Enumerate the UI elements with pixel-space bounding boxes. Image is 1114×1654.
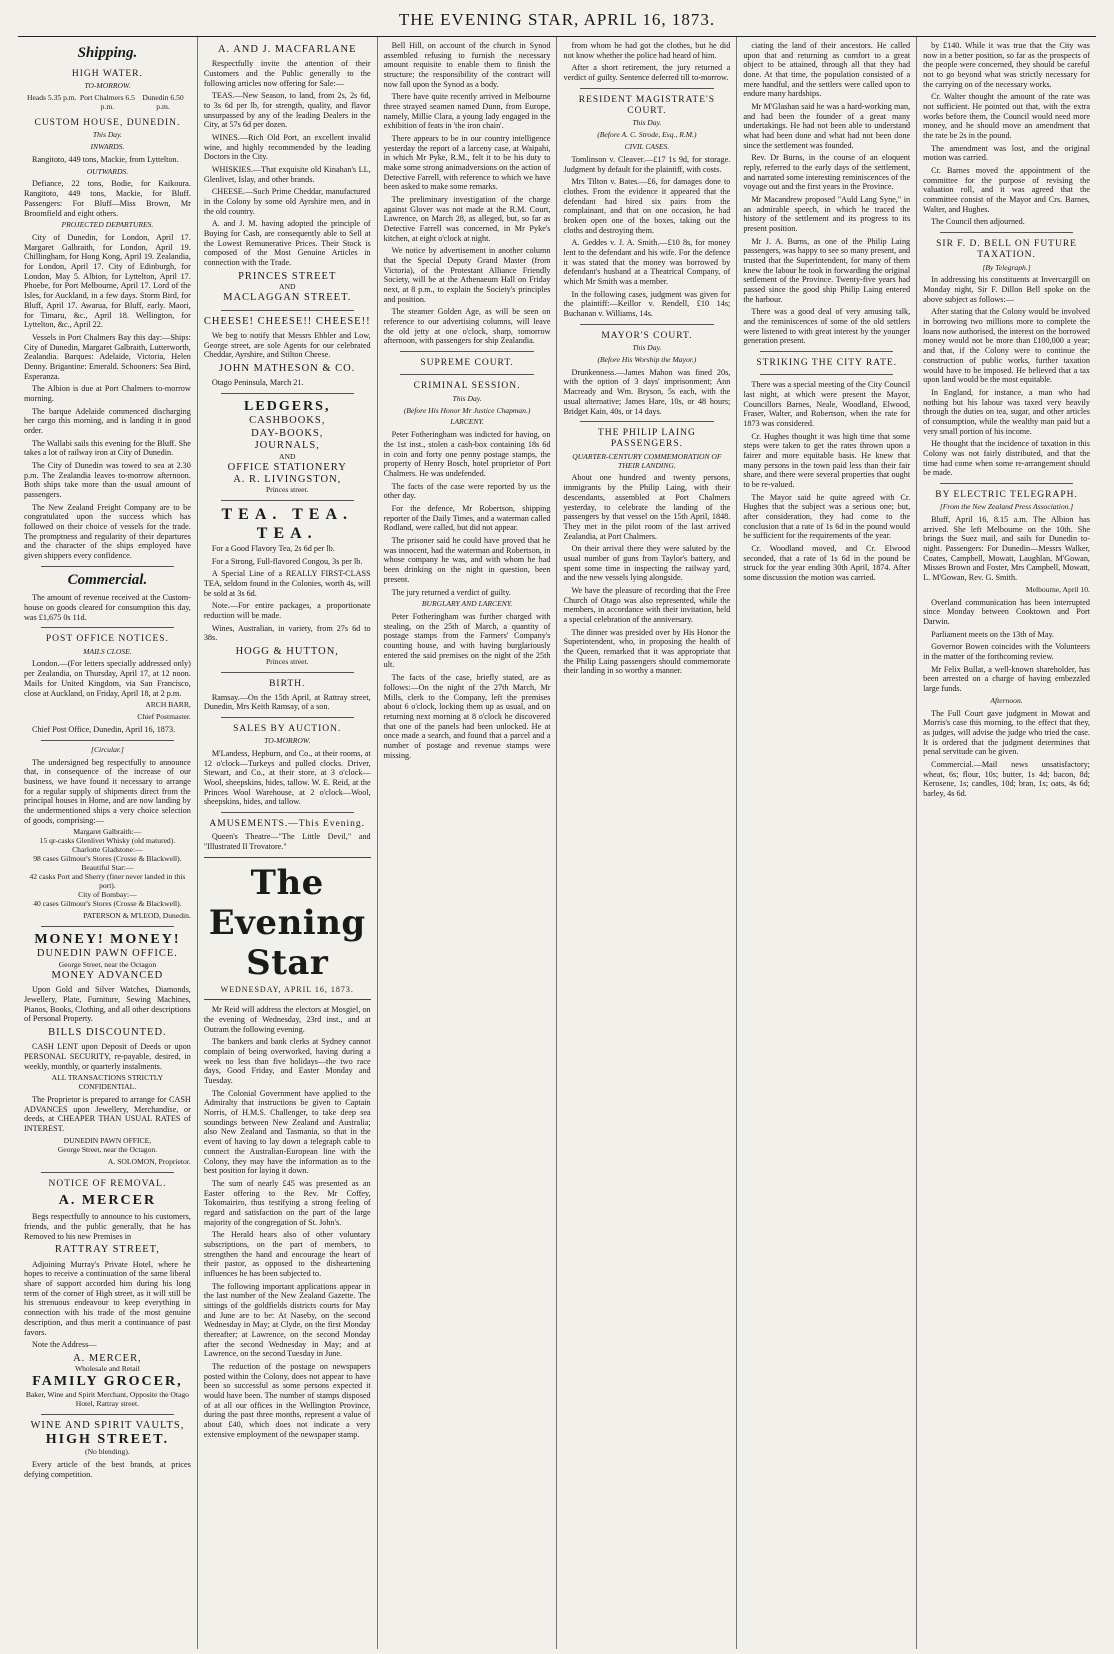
court-before: (Before His Honor Mr Justice Chapman.) — [403, 405, 531, 415]
shipping-para-3: The barque Adelaide commenced discharging her cargo this morning, and is landing it in good order. — [24, 406, 191, 435]
court-para-4: The prisoner said he could have proved that he was innocent, had the waterman and Robertson, in whose company he was, and with whom he had been drinking on the night in question, been present. — [383, 536, 551, 584]
bills-heading: BILLS DISCOUNTED. — [48, 1026, 167, 1038]
resident-day: This Day. — [632, 118, 662, 128]
evening-star-title: The Evening Star — [208, 862, 366, 983]
pawn-signature-1: DUNEDIN PAWN OFFICE, — [63, 1135, 152, 1145]
tea-note: Note.—For entire packages, a proportionate reduction will be made. — [203, 601, 371, 621]
tide-table — [24, 94, 191, 112]
sales-text: M'Landess, Hepburn, and Co., at their rooms, at 12 o'clock—Turkeys and pulled clocks. Driver, Stewart, and Co., at their store, at 3 o'clock—Wool, sheepskins, hides, tallow. W. E. Reid, at the Princes Wool Warehouse, at 2 o'clock—Wool, sheepskins, hides, and tallow. — [203, 749, 371, 807]
livingston-name: A. R. LIVINGSTON, — [233, 473, 342, 485]
macfarlane-heading: A. AND J. MACFARLANE — [217, 44, 357, 55]
mercer-text-2: Adjoining Murray's Private Hotel, where he hopes to receive a continuation of the same liberal share of support accorded him during his long term of the corner of High street, as it will still be his strenuous endeavour to keep everything in connection with his trade of the most genuine description, and thus merit a continuance of past favors. — [24, 1259, 191, 1337]
ledgers-label: LEDGERS, — [244, 398, 331, 414]
press-association: [From the New Zealand Press Association.] — [939, 502, 1074, 512]
rate-para-2: Cr. Hughes thought it was high time that some steps were taken to get the rates thrown upon a fairer and more equitable basis. He knew that many persons in the town paid less than their fair share, and there were several properties that ought to be re-valued. — [743, 431, 911, 490]
divider — [41, 926, 174, 927]
mayor-day: This Day. — [632, 342, 662, 352]
divider — [41, 740, 174, 741]
article-para-2: Cr. Walter thought the amount of the rate was not sufficient. He pointed out that, with the extra works before them, the Council would need more money, and he should move an amendment that the rate be 2s in the pound. — [923, 92, 1090, 141]
divider — [41, 1414, 174, 1415]
tomorrow-label: TO-MORROW. — [84, 80, 131, 90]
court-para-1: Tomlinson v. Cleaver.—£17 1s 9d, for storage. Judgment by default for the plaintiff, with costs. — [563, 154, 731, 174]
divider — [400, 374, 533, 375]
macfarlane-text: Respectfully invite the attention of their Customers and the Public generally to the following articles now offering for Sale:— — [203, 59, 371, 88]
divider — [580, 88, 713, 89]
article-para-2: After a short retirement, the jury returned a verdict of guilty. Sentence deferred till to-morrow. — [563, 63, 731, 83]
rattray-street: RATTRAY STREET, — [54, 1244, 160, 1256]
article-para-4: Cr. Barnes moved the appointment of the committee for the purpose of revising the valuation roll, and it was agreed that the committee consist of the Mayor and Crs. Barnes, Walter, and Hughes. — [923, 166, 1090, 214]
bell-para-2: After stating that the Colony would be involved in borrowing two millions more to complete the loans now authorised, the interest on the borrowed money would not be more than £100,000 a year; and that, if the Colony were to continue the construction of public works, further taxation would have to be imposed. He believed that a tax upon land would be the most equitable. — [923, 307, 1090, 385]
article-para-5: Mr J. A. Burns, as one of the Philip Laing passengers, was happy to see so many present, and trusted that the Superintendent, for many of them knew the labour he took in forwarding the original settlement of the Province. Twenty-five years had passed since the good ship Philip Laing entered the harbour. — [743, 236, 911, 304]
tea-line-2: For a Strong, Full-flavored Congou, 3s per lb. — [211, 556, 363, 566]
editorial-1: Mr Reid will address the electors at Mosgiel, on the evening of Wednesday, 23rd inst., and at Outram the following evening. — [203, 1005, 371, 1034]
tide-port: Port Chalmers 6.5 p.m. — [79, 92, 135, 111]
goods-1-text: 15 qr-casks Glenlivet Whisky (old matured). — [39, 836, 176, 846]
editorial-5: The Herald hears also of other voluntary subscriptions, on the part of members, to strengthen the hand and encourage the heart of their pastor, as opposed to the disheartening influences he has been subjected to. — [203, 1230, 371, 1278]
money-text: Upon Gold and Silver Watches, Diamonds, Jewellery, Plate, Furniture, Sewing Machines, Pianos, Books, Clothing, and all other descriptions of Personal Property. — [24, 985, 191, 1024]
bell-para-4: He thought that the incidence of taxation in this Colony was not fairly distributed, and that the time had come when some re-arrangement should be made. — [923, 439, 1090, 478]
article-para-2: There have quite recently arrived in Melbourne three strayed seamen named Dunn, from Europe, namely, Millie Clara, a young lady engaged in the exhibition of feats in 'the iron chain'. — [383, 92, 551, 131]
electric-telegraph-heading: BY ELECTRIC TELEGRAPH. — [935, 489, 1078, 500]
cheese-heading: CHEESE! CHEESE!! CHEESE!! — [203, 315, 371, 327]
matheson-name: JOHN MATHESON & CO. — [219, 362, 356, 374]
rate-para-3: The Mayor said he quite agreed with Cr. Hughes that the subject was a serious one; but, after consideration, they had come to the conclusion that a rate of 1s 6d in the pound would be sufficient for the requirements of the year. — [743, 492, 911, 541]
mayor-para: Drunkenness.—James Mahon was fined 20s, with the option of 3 days' imprisonment; Ann Macready and Wm. Bryson, 5s each, with the usual alternative; James Hare, 10s, or 48 hours; Bridget Kain, 40s, or 14 days. — [563, 367, 731, 416]
mercer-address-block — [24, 1353, 191, 1409]
inwards-text: Rangitoto, 449 tons, Mackie, from Lyttelton. — [32, 154, 179, 164]
dateline: WEDNESDAY, APRIL 16, 1873. — [220, 984, 354, 994]
post-text: London.—(For letters specially addressed only) per Zealandia, on Thursday, April 17, at 12 noon. Mails for United Kingdom, via San Francisco, close at Auckland, on Friday, April 18, at 2 p.m. — [24, 659, 191, 698]
divider — [760, 374, 893, 375]
bell-para-3: In England, for instance, a man who had nothing but his labour was taxed very heavily through the duties on tea, sugar, and other articles of consumption, while the wealthy man paid but a very small portion of his income. — [923, 387, 1090, 436]
mayor-before: (Before His Worship the Mayor.) — [597, 354, 697, 364]
city-rate-heading: STRIKING THE CITY RATE. — [756, 358, 898, 369]
melbourne-dateline: Melbourne, April 10. — [1025, 584, 1090, 594]
divider — [940, 232, 1073, 233]
court-day: This Day. — [452, 393, 482, 403]
editorial-4: The sum of nearly £45 was presented as an Easter offering to the Rev. Mr Coffey, Tokomairiro, thus testifying a strong feeling of regard and satisfaction on the part of the large majority of the congregation of St. John's. — [203, 1178, 371, 1227]
court-para-3: For the defence, Mr Robertson, shipping reporter of the Daily Times, and a waterman called Rodland, were called, but did not appear. — [383, 504, 551, 533]
divider — [41, 566, 174, 567]
goods-4: City of Bombay:— — [78, 890, 137, 900]
article-para-3: There appears to be in our country intelligence yesterday the report of a larceny case, at Waipahi, in which Mr Pyke, R.M., felt it to be his duty to make some strong animadversions on the action of Detective Farrell, with reference to which we have been asked to make some remarks. — [383, 134, 551, 192]
article-para-4: The preliminary investigation of the charge against Glover was not made at the R.M. Court, Lawrence, on March 28, as alleged, but, so far as Detective Farrell was concerned, in Mr Pyke's kitchen, at eight o'clock at night. — [383, 195, 551, 243]
mercer-name: A. MERCER — [58, 1192, 157, 1208]
tea-wines: Wines, Australian, in variety, from 27s 6d to 38s. — [203, 623, 371, 643]
divider — [221, 500, 354, 501]
no-blending: (No blending). — [85, 1447, 130, 1457]
customs-heading: CUSTOM HOUSE, DUNEDIN. — [34, 117, 181, 128]
column-2 — [198, 37, 378, 1649]
article-para-6: The steamer Golden Age, as will be seen on reference to our advertising columns, will leave the old jetty at one o'clock, sharp, tomorrow afternoon, with passengers for ship Zealandia. — [383, 307, 551, 346]
article-para-1: by £140. While it was true that the City was now in a better position, so far as the prospects of the people were concerned, they should be careful not to go beyond what was strictly necessary for the carrying on of the necessary works. — [923, 41, 1090, 89]
bell-para-1: In addressing his constituents at Invercargill on Monday night, Sir F. Dillon Bell spoke on the above subject as follows:— — [923, 275, 1090, 304]
article-para-1: ciating the land of their ancestors. He called upon that and returning as comfort to a great object to be attained, through all that they had done. At that time, the population consisted of a mere handful, and the settlers were called upon to endure many hardships. — [743, 41, 911, 99]
birth-heading: BIRTH. — [269, 679, 306, 690]
editorial-3: The Colonial Government have applied to the Admiralty that instructions be given to Captain Norris, of H.M.S. Challenger, to take deep sea soundings between New Zealand and Australia; also New Zealand and Tasmania, so that in the event of having to lay down a telegraph cable to connect the Australian-European line with the Colony, they may have the information as to the best position for laying it down. — [203, 1088, 371, 1176]
cash-text: CASH LENT upon Deposit of Deeds or upon PERSONAL SECURITY, re-payable, desired, in weekly, monthly, or quarterly instalments. — [24, 1042, 191, 1071]
baker-label: Baker, Wine and Spirit Merchant, Opposite the Otago Hotel, Rattray street. — [25, 1389, 189, 1408]
divider — [221, 310, 354, 311]
mercer-note: Note the Address— — [32, 1340, 97, 1350]
column-4 — [557, 37, 737, 1649]
high-water-heading: HIGH WATER. — [71, 68, 143, 79]
removal-heading: NOTICE OF REMOVAL. — [48, 1178, 167, 1189]
divider — [580, 324, 713, 325]
rate-para-1: There was a special meeting of the City Council last night, at which were present the Mayor, Councillors Barnes, Neale, Woodland, Elwood, Fraser, Walter, and Robertson, when the rate for 1873 was considered. — [743, 380, 911, 429]
mayor-court-heading: MAYOR'S COURT. — [601, 330, 693, 341]
telegraph-para-5: Mr Felix Bullat, a well-known shareholder, has been arrested on a charge of having embezzled large funds. — [923, 664, 1090, 694]
shipping-para-6: The New Zealand Freight Company are to be congratulated upon the success which has followed on their choice of vessels for the trade. The promptness and regularity of their departures and the character of the ships employed have given shippers every confidence. — [24, 502, 191, 560]
post-signature-1: ARCH BARR, — [145, 700, 191, 710]
court-para-2: The facts of the case were reported by us the other day. — [383, 481, 551, 501]
article-para-1: from whom he had got the clothes, but he did not know whether the police had heard of him. — [563, 41, 731, 60]
philip-laing-heading: THE PHILIP LAING PASSENGERS. — [597, 428, 696, 450]
goods-4-text: 40 cases Gilmour's Stores (Crosse & Blackwell). — [33, 899, 182, 909]
sales-heading: SALES BY AUCTION. — [233, 723, 342, 734]
customs-day: This Day. — [92, 129, 122, 139]
money-advanced: MONEY ADVANCED — [51, 969, 164, 981]
shipping-heading: Shipping. — [77, 45, 138, 61]
post-office-heading: POST OFFICE NOTICES. — [45, 634, 169, 645]
shipping-para-1: Vessels in Port Chalmers Bay this day:—Ships: City of Dunedin, Margaret Galbraith, Lutterworth, Zealandia. Barques: Adelaide, Victoria, Helen Denny. Brigantine: Emerald. Schooners: Sea Bird, Esperanza. — [24, 332, 191, 381]
hogg-name: HOGG & HUTTON, — [235, 646, 339, 658]
proprietor-text: The Proprietor is prepared to arrange for CASH ADVANCES upon Jewellery, Merchandise, or deeds, at CHEAPER THAN USUAL RATES of INTEREST. — [24, 1095, 191, 1134]
tea-line-1: For a Good Flavory Tea, 2s 6d per lb. — [211, 544, 335, 553]
money-heading: MONEY! MONEY! — [34, 931, 181, 947]
burglary-heading: BURGLARY AND LARCENY. — [421, 599, 513, 609]
column-1 — [18, 37, 198, 1649]
philip-para-3: We have the pleasure of recording that the Free Church of Otago was also represented, while the members, in accordance with their invitation, held a special celebration of the anniversary. — [563, 585, 731, 624]
by-telegraph: [By Telegraph.] — [982, 262, 1031, 272]
post-signature-2: Chief Postmaster. — [137, 712, 191, 722]
tide-heads: Heads 5.35 p.m. — [27, 92, 77, 102]
telegraph-para-4: Governor Bowen coincides with the Volunteers in the matter of the forthcoming review. — [923, 642, 1090, 662]
commercial-heading: Commercial. — [67, 571, 148, 588]
court-para-5: The jury returned a verdict of guilty. — [391, 587, 511, 597]
supreme-court-heading: SUPREME COURT. — [420, 358, 514, 369]
article-para-3: Rev. Dr Burns, in the course of an eloquent reply, referred to the early days of the settlement, and narrated some interesting reminiscences of the voyage out and the first years in the Province. — [743, 153, 911, 192]
cheese-text: CHEESE.—Such Prime Cheddar, manufactured in the Colony by some old Ayrshire men, and in the old country. — [203, 187, 371, 216]
pawn-title: DUNEDIN PAWN OFFICE. — [36, 948, 178, 960]
mercer-signature: A. MERCER, — [73, 1352, 142, 1364]
divider — [580, 421, 713, 422]
columns — [18, 37, 1096, 1649]
macfarlane-text-2: A. and J. M. having adopted the principle of Buying for Cash, are consequently able to Sell at the Lowest Remunerative Prices. Their Stock is composed of the Most Genuine Articles in connection with the Trade. — [203, 219, 371, 268]
court-para-7: The facts of the case, briefly stated, are as follows:—On the night of the 27th March, Mr Mills, clerk to the Company, left the premises about 6 o'clock, locking them up as usual, and on returning next morning at 8 o'clock he discovered that one of the panels had been unlocked. He at once made a search, and found that a parcel and a number of postage and revenue stamps were missing. — [383, 673, 551, 760]
tea-line-3: A Special Line of a REALLY FIRST-CLASS TEA, seldom found in the Colonies, worth 4s, will be sold at 3s 6d. — [203, 569, 371, 598]
goods-3: Beautiful Star:— — [81, 863, 134, 873]
article-para-4: Mr Macandrew proposed "Auld Lang Syne," in an admirable speech, in which he traced the history of the settlement and its progress to its present position. — [743, 195, 911, 234]
amusements-heading: AMUSEMENTS.—This Evening. — [209, 819, 366, 830]
princes-street: PRINCES STREET — [238, 270, 337, 282]
divider — [41, 627, 174, 628]
office-stationery-label: OFFICE STATIONERY — [227, 461, 347, 473]
editorial-6: The following important applications appear in the last number of the New Zealand Gazette. The sittings of the goldfields districts courts for May and June are to be: At Naseby, on the second Wednesday in May; at Clyde, on the first Monday thereafter; at Lawrence, on the second Monday after the second Wednesday in May; and at Lawrence, on the second Tuesday in June. — [203, 1281, 371, 1359]
editorial-2: The bankers and bank clerks at Sydney cannot complain of being overworked, having during a week no less than five holidays—the two race days, Good Friday, and Easter Monday and Tuesday. — [203, 1037, 371, 1086]
criminal-session-heading: CRIMINAL SESSION. — [413, 381, 521, 392]
pawn-office-ad — [24, 932, 191, 982]
court-para-1: Peter Fotheringham was indicted for having, on the 1st inst., stolen a cash-box containing 18s 6d in coin and forty one penny postage stamps, the property of Henry Bosch, hotel proprietor of Port Chalmers. He was undefended. — [383, 430, 551, 479]
pawn-address: George Street, near the Octagon — [58, 959, 157, 969]
rate-para-4: Cr. Woodland moved, and Cr. Elwood seconded, that a rate of 1s 6d in the pound be struck for the year ending 30th April, 1874. After some discussion the motion was carried. — [743, 544, 911, 583]
bell-taxation-heading: SIR F. D. BELL ON FUTURE TAXATION. — [936, 239, 1077, 261]
wholesale-label: Wholesale and Retail — [74, 1364, 140, 1374]
court-para-4: In the following cases, judgment was given for the plaintiff:—Keillor v. Rendell, £10 14s; Buchanan v. Williams, 14s. — [563, 289, 731, 319]
shipping-para-5: The City of Dunedin was towed to sea at 2.30 p.m. The Zealandia leaves to-morrow afternoon. Both ships take more than the usual amount of passengers. — [24, 460, 191, 499]
daybooks-label: DAY-BOOKS, — [251, 427, 324, 439]
outwards-heading: OUTWARDS. — [86, 166, 129, 176]
pawn-signature-3: A. SOLOMON, Proprietor. — [107, 1156, 191, 1166]
divider — [221, 672, 354, 673]
philip-para-2: On their arrival there they were saluted by the usual number of guns from Taylor's battery, and spent some time in inspecting the railway yard, and the new vessels lying alongside. — [563, 544, 731, 583]
telegraph-para-3: Parliament meets on the 13th of May. — [931, 629, 1055, 639]
shipping-para-2: The Albion is due at Port Chalmers to-morrow morning. — [24, 384, 191, 403]
cheese-ad-text: We beg to notify that Messrs Ebbler and Low, George street, are sole Agents for our celebrated Cheddar, Ayrshire, and Stilton Cheese. — [203, 330, 371, 360]
shipping-para-4: The Wallabi sails this evening for the Bluff. She takes a lot of railway iron at City of Dunedin. — [24, 438, 191, 458]
divider — [760, 351, 893, 352]
column-3 — [378, 37, 558, 1649]
whiskies-text: WHISKIES.—That exquisite old Kinahan's LL, Glenlivet, Islay, and other brands. — [203, 165, 371, 184]
quarter-century: QUARTER-CENTURY COMMEMORATION OF THEIR LANDING. — [572, 451, 722, 470]
circular-text: The undersigned beg respectfully to announce that, in consequence of the increase of our business, we have found it necessary to arrange for a regular supply of shipments direct from the principal houses in Home, and are now landing by the undermentioned ships a very choice selection of goods, comprising:— — [24, 757, 191, 825]
article-para-5: We notice by advertisement in another column that the Special Deputy Grand Master (from Victoria), of the Protestant Alliance Friendly Society, will be at the Athenaeum Hall on Friday next, at 8 p.m., to explain the Society's principles and position. — [383, 246, 551, 304]
birth-text: Ramsay.—On the 15th April, at Rattray street, Dunedin, Mrs Keith Ramsay, of a son. — [203, 692, 371, 712]
court-para-3: A. Geddes v. J. A. Smith.—£10 8s, for money lent to the defendant and his wife. For the defence it was stated that the money was borrowed by defendant's husband at a Theatrical Company, of which Mr Smith was a member. — [563, 238, 731, 287]
divider — [221, 393, 354, 394]
article-para-6: There was a good deal of very amusing talk, and the reminiscences of some of the old settlers were listened to with great interest by the younger generation present. — [743, 307, 911, 346]
court-para-6: Peter Fotheringham was further charged with stealing, on the 25th of March, a quantity of postage stamps from the Farmers' Company's counting house, and with having burglariously entered the said premises on the night of the 25th ult. — [383, 612, 551, 670]
circular-label: [Circular.] — [90, 744, 124, 754]
goods-2-text: 98 cases Gilmour's Stores (Crosse & Blackwell). — [33, 854, 182, 864]
stationery-ad — [204, 399, 371, 495]
court-para-2: Mrs Tilton v. Bates.—£6, for damages done to clothes. From the evidence it appeared that the defendant had hired six pairs from the complainant, and that on one occasion, he had broken open one of the boxes, taking out the cloths and destroying them. — [563, 177, 731, 235]
inwards-heading: INWARDS. — [90, 141, 125, 151]
afternoon-label: Afternoon. — [990, 695, 1023, 705]
article-para-1: Bell Hill, on account of the church in Synod assembled refusing to furnish the necessary amount requisite to enable them to finish the structure; the responsibility of the contract will now fall upon the Synod as a body. — [383, 41, 551, 89]
projected-text: City of Dunedin, for London, April 17. Margaret Galbraith, for London, April 19. Chillingham, for Hong Kong, April 19. Zealandia, for London, April 17. City of Edinburgh, for London, May 5. Albion, for Lyttelton, April 17. Phoebe, for Port Melbourne, April 17. Lord of the Isles, for Auckland, in a few days. Storm Bird, for Bluff, April 17. Awarua, for Bluff, early. Maori, for Timaru, &c., April 18. Wellington, for Lyttelton, &c., April 22. — [24, 233, 191, 330]
every-article: Every article of the best brands, at prices defying competition. — [24, 1460, 191, 1480]
and-label: AND — [279, 282, 296, 292]
goods-3-text: 42 casks Port and Sherry (finer never landed in this port). — [29, 872, 186, 891]
editorial-7: The reduction of the postage on newspapers posted within the Colony, does not appear to have been so successful as some persons expected it would have been. The number of stamps disposed of at all our offices in the Wellington Province, during the past three months, represent a value of about £40, which does not indicate a very extensive employment of the newspaper stamp. — [203, 1361, 371, 1439]
column-5 — [737, 37, 917, 1649]
telegraph-para-7: Commercial.—Mail news unsatisfactory; wheat, 6s; flour, 10s; butter, 1s 4d; bacon, 8d; Kerosene, 1s; candles, 10d; bran, 1s; oats, 4s 6d; barley, 4s 6d. — [923, 760, 1090, 799]
high-street: HIGH STREET. — [45, 1431, 170, 1447]
larceny-heading: LARCENY. — [450, 417, 484, 427]
post-office-date: Chief Post Office, Dunedin, April 16, 1873. — [32, 725, 176, 735]
pawn-signature-2: George Street, near the Octagon. — [57, 1144, 158, 1154]
divider — [41, 1172, 174, 1173]
divider — [221, 717, 354, 718]
divider — [400, 351, 533, 352]
divider — [940, 483, 1073, 484]
telegraph-para-2: Overland communication has been interrupted since Monday between Cooktown and Port Darwin. — [923, 597, 1090, 627]
civil-cases: CIVIL CASES. — [624, 142, 670, 151]
telegraph-para-1: Bluff, April 16, 8.15 a.m. The Albion has arrived. She left Melbourne on the 10th. She brings the Suez mail, and sails for Dunedin to-night. Passengers: For Dunedin—Messrs Walker, Coates, Campbell, Mowatt, Laughlan, M'Gowan, Misses Brown and Foster, Mrs Campbell, Mowatt, L. M'Gowan, Rev. G. Smith. — [923, 515, 1090, 583]
family-grocer: FAMILY GROCER, — [32, 1374, 183, 1390]
all-transactions: ALL TRANSACTIONS STRICTLY CONFIDENTIAL. — [51, 1073, 164, 1092]
goods-signature: PATERSON & M'LEOD, Dunedin. — [83, 910, 191, 920]
and-label-2: AND — [279, 451, 296, 461]
tea-heading: TEA. TEA. TEA. — [221, 506, 353, 543]
journals-label: JOURNALS, — [254, 440, 320, 452]
wine-vaults-ad — [24, 1420, 191, 1458]
commercial-text: The amount of revenue received at the Custom-house on goods cleared for consumption this day, was £1,675 0s 11d. — [24, 593, 191, 622]
philip-para-4: The dinner was presided over by His Honor the Superintendent, who, in proposing the health of the Queen, remarked that it was appropriate that the Philip Laing passengers should commemorate their landing in so worthy a manner. — [563, 627, 731, 676]
tide-dunedin: Dunedin 6.50 p.m. — [142, 92, 184, 111]
divider — [204, 999, 371, 1000]
princes-st-label: Princes street. — [265, 485, 309, 495]
hogg-address: Princes street. — [265, 657, 309, 667]
sales-tomorrow: TO-MORROW. — [264, 736, 311, 746]
article-para-2: Mr M'Glashan said he was a hard-working man, and had been the founder of a great many undertakings. He had not been able to understand what had been done and what had not been done since the settlement was founded. — [743, 102, 911, 150]
mercer-text: Begs respectfully to announce to his customers, friends, and the public generally, that he has Removed to his new Premises in — [24, 1212, 191, 1241]
column-6 — [917, 37, 1096, 1649]
divider — [204, 857, 371, 858]
goods-1: Margaret Galbraith:— — [73, 827, 142, 837]
article-para-5: The Council then adjourned. — [931, 217, 1025, 227]
goods-list — [24, 828, 191, 909]
otago-date: Otago Peninsula, March 21. — [211, 378, 304, 388]
resident-court-heading: RESIDENT MAGISTRATE'S COURT. — [578, 94, 716, 116]
wines-text: WINES.—Rich Old Port, an excellent invalid wine, and highly recommended by the leading Doctors in the City. — [203, 133, 371, 162]
philip-para-1: About one hundred and twenty persons, immigrants by the Philip Laing, with their descendants, assembled at Port Chalmers yesterday, to celebrate the landing of the passengers by that vessel on the 15th April, 1848. They met in the pilot room of the last arrived Zealandia, at Port Chalmers. — [563, 473, 731, 541]
masthead: THE EVENING STAR, APRIL 16, 1873. — [18, 10, 1096, 37]
teas-text: TEAS.—New Season, to land, from 2s, 2s 6d, to 3s 6d per lb, for strength, quality, and flavor unsurpassed by any of the leading Dealers in the City, at 57s 6d per dozen. — [203, 91, 371, 130]
divider — [221, 812, 354, 813]
article-para-3: The amendment was lost, and the original motion was carried. — [923, 143, 1090, 163]
goods-2: Charlotte Gladstone:— — [72, 845, 143, 855]
mails-close-label: MAILS CLOSE. — [83, 646, 132, 656]
projected-heading: PROJECTED DEPARTURES. — [61, 220, 154, 230]
maclaggan-street: MACLAGGAN STREET. — [223, 292, 352, 304]
wine-heading: WINE AND SPIRIT VAULTS, — [30, 1419, 185, 1431]
telegraph-para-6: The Full Court gave judgment in Mowat and Morris's case this morning, to the effect that they, as judges, will advise the judge who tried the case. It is ordered that the judgment determines that penal servitude can be given. — [923, 708, 1090, 757]
cashbooks-label: CASHBOOKS, — [249, 415, 326, 427]
outwards-text: Defiance, 22 tons, Bodie, for Kaikoura. Rangitoto, 449 tons, Mackie, for Bluff. Passengers: For Bluff—Miss Brown, Mr Broomfield and eight others. — [24, 179, 191, 218]
amusements-text: Queen's Theatre—"The Little Devil," and "Illustrated Il Trovatore." — [203, 832, 371, 851]
resident-before: (Before A. C. Strode, Esq., R.M.) — [597, 130, 697, 140]
